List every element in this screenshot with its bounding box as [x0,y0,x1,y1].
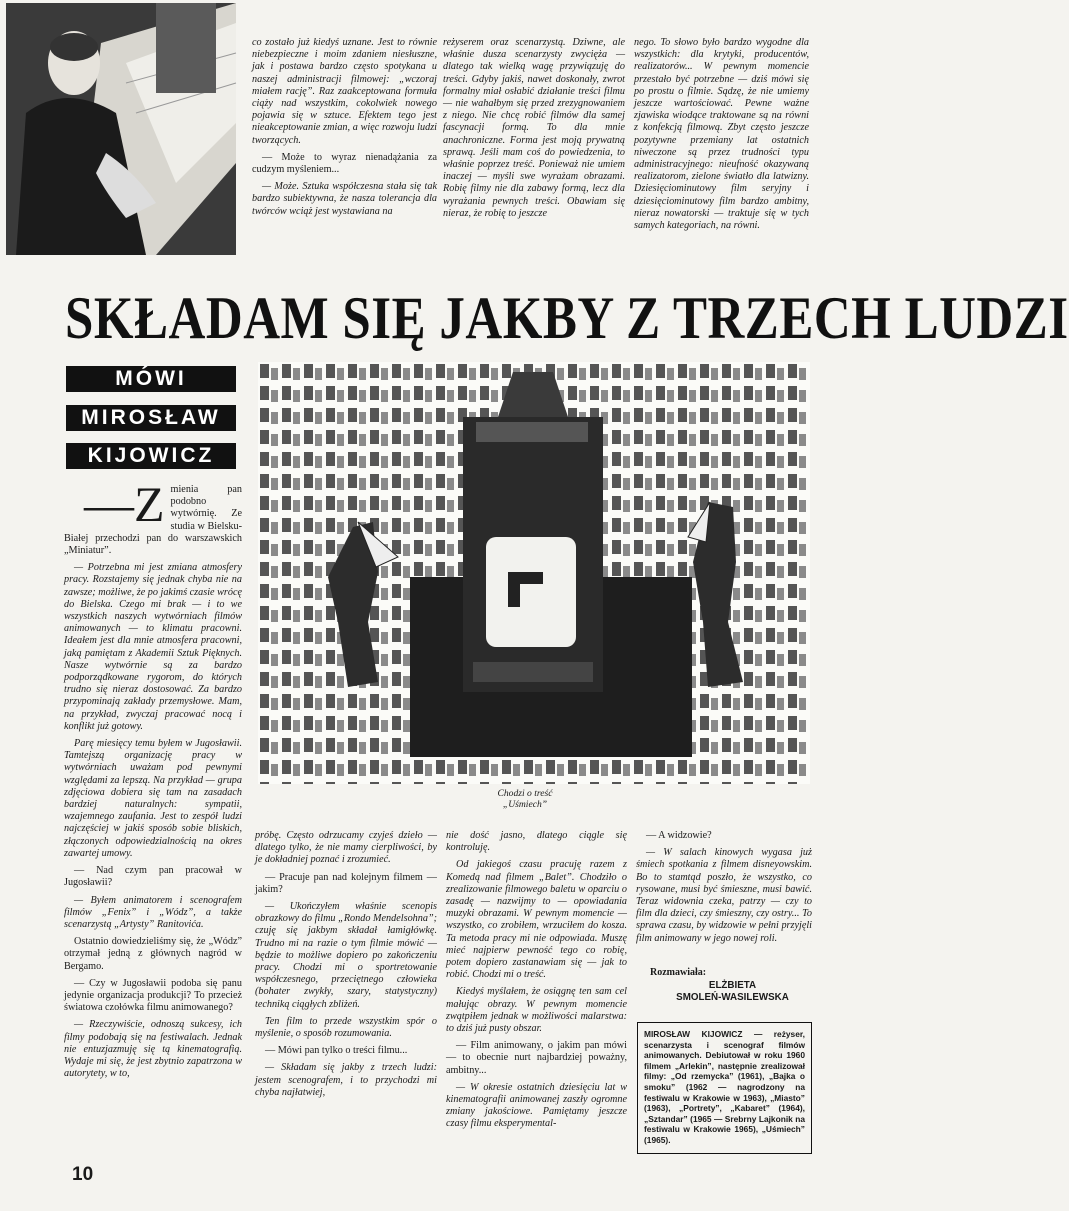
bottom-column-2 [255,830,437,1152]
caption-line-2: „Uśmiech” [502,799,548,810]
paragraph: — W okresie ostatnich dziesięciu lat w kinematografii animowanej zaszły ogromne zmiany jakościowe. Pamiętamy jeszcze czasy filmu eksperymental- [446,1081,627,1130]
paragraph: — Film animowany, o jakim pan mówi — to obecnie nurt najbardziej poważny, ambitny... [446,1040,627,1076]
byline-box-1: MÓWI [66,366,236,392]
interview-credit-label: Rozmawiała: [650,967,707,978]
paragraph: — W salach kinowych wygasa już śmiech spotkania z filmem disneyowskim. Bo to stamtąd poszło, że wszystko, co rysowane, musi być śmieszne, musi bawić. Teraz widownia czeka, patrzy — czy to film dla dzieci, czy śmieszny, czy ostry... To sprawa czasu, by widzowie w pełni przyjęli film animowany w jego nowej roli. [636,847,812,944]
photo-artist-at-desk [6,3,236,255]
paragraph: próbę. Często odrzucamy czyjeś dzieło — dlatego tylko, że nie mamy cierpliwości, by je dokładniej poznać i zrozumieć. [255,830,437,866]
paragraph: nie dość jasno, dlatego ciągle się kontroluję. [446,830,627,854]
bio-text: MIROSŁAW KIJOWICZ — reżyser, scenarzysta i scenograf filmów animowanych. Debiutował w roku 1960 filmem „Arlekin”, następnie zrealizował filmy: „Od rzemycka” (1961), „Bajka o smoku” (1962 — nagrodzony na festiwalu w Krakowie w 1963), „Miasto” (1963), „Portrety”, „Kabaret” (1964), „Sztandar” (1965 — Srebrny Lajkonik na festiwalu w Krakowie 1965), „Uśmiech” (1965). [644,1029,805,1145]
paragraph: Ten film to przede wszystkim spór o myślenie, o sposób rozumowania. [255,1015,437,1040]
paragraph: — Może. Sztuka współczesna stała się tak bardzo subiektywna, że nasza tolerancja dla twórców wciąż jest wystawiana na [252,181,437,217]
illustration-image [258,362,810,784]
photo-image [6,3,236,255]
paragraph: — Rzeczywiście, odnoszą sukcesy, ich filmy podobają się na festiwalach. Jednak nie entuzjazmuję się tą kinematografią. Wydaje mi się, że jest zbytnio zapatrzona w autorytety, w to, [64,1019,242,1080]
page-number: 10 [72,1164,94,1185]
top-column-2 [443,37,625,255]
left-column [64,476,242,1192]
paragraph: Od jakiegoś czasu pracuję razem z Komedą nad filmem „Balet”. Chodziło o zrealizowanie filmowego baletu w oparciu o zasadę — nazwijmy to — opowiadania muzyki obrazami. W pewnym momencie — wszystko, co zrobiłem, wrzuciłem do kosza. Ta metoda pracy mi nie odpowiada. Muszę mieć najpierw pewność tego co robię, potem dopiero zastanawiam się — jak to robić. Chodzi mi o treść. [446,859,627,981]
bottom-column-4 [636,830,812,965]
paragraph: Ostatnio dowiedzieliśmy się, że „Wódz” otrzymał jedną z głównych nagród w Bergamo. [64,936,242,972]
byline-box-2: MIROSŁAW [66,405,236,431]
illustration-caption [455,788,595,810]
paragraph: — Nad czym pan pracował w Jugosławii? [64,865,242,889]
paragraph: — Ukończyłem właśnie scenopis obrazkowy do filmu „Rondo Mendelsohna”; czuję się jakbym składał łamigłówkę. Trudno mi na razie o tym filmie mówić — będzie to możliwe dopiero po zakończeniu pracy. Chodzi mi o sportretowanie współczesnego, przeciętnego człowieka (bohater zwykły, szary, statystyczny) techniką ciągłych zbliżeń. [255,901,437,1010]
paragraph: nego. To słowo było bardzo wygodne dla wszystkich: dla krytyki, producentów, realizatorów... W pewnym momencie przestało być potrzebne — dziś mówi się po prostu o filmie. Sądzę, że nie umiemy jeszcze wartościować. Pewne ważne zjawiska wiodące traktowane są na równi z konfekcją filmową. Zbyt często jeszcze pozytywne przemiany lat ostatnich niweczone są przez trudności typu administracyjnego: nieufność okazywaną realizatorom, zielone światło dla latwizny. Dziesięciominutowy film seryjny i dziesięciominutowy film bardzo ambitny, nieraz nowatorski — traktuje się w tych samych kategoriach, na równi. [634,37,809,232]
top-column-3 [634,37,809,255]
intro-text: mienia pan podobno wytwórnię. Ze studia w Bielsku-Białej przechodzi pan do warszawskich „Miniatur”. [64,484,242,557]
intro-paragraph [64,476,242,557]
paragraph: — A widzowie? [646,830,712,841]
paragraph: — Byłem animatorem i scenografem filmów „Fenix” i „Wódz”, a także scenarzystą „Artysty” Ranitovića. [64,894,242,930]
illustration-usmiech [258,362,810,784]
top-column-1 [252,37,437,255]
headline: SKŁADAM SIĘ JAKBY Z TRZECH LUDZI [65,286,1069,353]
byline-box-3: KIJOWICZ [66,443,236,469]
paragraph: Parę miesięcy temu byłem w Jugosławii. Tamtejszą organizację pracy w wytwórniach uważam pod pewnymi względami za lepszą. Na przykład — grupa zdjęciowa dobiera się tam na zasadach bardziej naturalnych: sympatii, wzajemnego zaufania. Jest to zespół ludzi najczęściej w jakiś sposób sobie bliskich, złączonych odpowiedzialnością na okres zawartej umowy. [64,738,242,859]
author-first-name: ELŻBIETA [708,980,757,991]
paragraph: — Mówi pan tylko o treści filmu... [265,1045,408,1057]
bottom-column-3 [446,830,627,1152]
paragraph: reżyserem oraz scenarzystą. Dziwne, ale właśnie dusza scenarzysty zwycięża — dlatego tak wielką wagę przywiązuję do treści. Gdyby jakiś, nawet doskonały, zwrot formalny miał osłabić działanie treści filmu — nie wahałbym się przed zrezygnowaniem z niego. Nie chcę robić filmów dla samej fascynacji formą. To dla mnie anachroniczne. Forma jest moją prywatną sprawą. Jeśli mam coś do powiedzenia, to właśnie poprzez treść. Ponieważ nie umiem inaczej — myśli swe wyrażam obrazami. Robię filmy nie dla zabawy formą, lecz dla wyrażania pewnych treści. Obawiam się nieraz, że robię to jeszcze [443,37,625,219]
paragraph: — Czy w Jugosławii podoba się panu jedynie organizacja produkcji? To przecież światowa czołówka filmu animowanego? [64,977,242,1014]
paragraph: — Potrzebna mi jest zmiana atmosfery pracy. Rozstajemy się jednak chyba nie na zawsze; możliwe, że po jakimś czasie wrócę do Bielska. Czego mi brak — i to we wszystkich naszych wytwórniach filmów animowanych — to klimatu pracowni. Ideałem jest dla mnie atmosfera pracowni, jaką pamiętam z Akademii Sztuk Pięknych. Nasze wytwórnie są za bardzo podporządkowane rygorom, do których trudno się nieraz dostosować. Za bardzo przypominają zakłady przemysłowe. Mam, na przykład, zwyczaj pracować nocą i konflikt już gotowy. [64,562,242,732]
author-signature [650,980,815,1004]
paragraph: — Może to wyraz nienadążania za cudzym myśleniem... [252,151,437,176]
paragraph: — Składam się jakby z trzech ludzi: jestem scenografem, i to przychodzi mi chyba najłatwiej, [255,1062,437,1098]
paragraph: — Pracuje pan nad kolejnym filmem — jakim? [255,871,437,895]
bio-box [637,1022,812,1154]
caption-line-1: Chodzi o treść [497,788,553,799]
paragraph: Kiedyś myślałem, że osiągnę ten sam cel małując obrazy. W pewnym momencie zwątpiłem jednak w możliwości malarstwa: to dziś już pusty obszar. [446,986,627,1035]
paragraph: co zostało już kiedyś uznane. Jest to równie niebezpieczne i moim zdaniem niesłuszne, jak i postawa bardzo często spotykana u naszej administracji filmowej: „wczoraj miałem rację”. Raz zaakceptowana formuła ciąży nad wszystkim, cokolwiek nowego pojawia się w sztuce. Efektem tego jest nieakceptowanie zmian, a więc rozwoju ludzi tworzących. [252,37,437,146]
author-last-name: SMOLEŃ-WASILEWSKA [676,992,789,1003]
drop-cap: —Z [84,476,165,532]
